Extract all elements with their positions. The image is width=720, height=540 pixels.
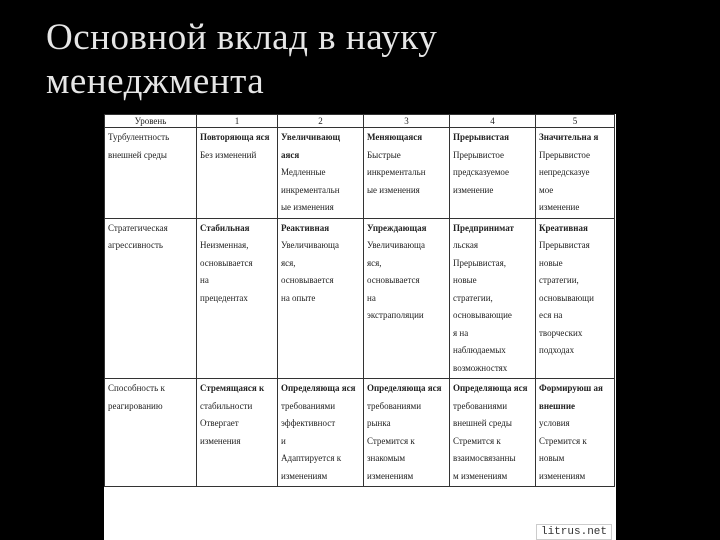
level-cell [278,218,364,379]
level-heading: Определяюща яся [453,383,528,393]
header-cell: 3 [364,115,450,128]
row-label-line: Стратегическая [108,222,168,233]
level-heading: Увеличивающ аяся [281,132,341,160]
cell-text-line: основывающи [539,292,594,303]
cell-text-line: инкрементальн [281,184,340,195]
slide-title-line2: менеджмента [46,61,265,102]
cell-text-line: знакомым [367,453,406,463]
cell-text-line: Увеличивающа [281,240,339,250]
header-cell: 2 [278,115,364,128]
level-heading: Креативная [539,222,588,233]
row-label-line: Способность к [108,383,165,393]
cell-text-line: изменения [200,435,241,446]
row-label-cell [105,128,197,219]
cell-text-line: Адаптируется к [281,453,342,463]
slide-title [46,16,437,104]
cell-text-line: ые изменения [281,202,334,212]
cell-text-line: взаимосвязанны [453,453,516,463]
level-cell [197,218,278,379]
cell-text-line: Медленные [281,167,326,177]
cell-text-line: стабильности [200,400,253,411]
cell-text-line: Неизменная, [200,240,249,250]
cell-text-line: Стремится к [367,435,415,446]
cell-text-line: возможностях [453,362,508,373]
cell-text-line: яся, [281,257,296,268]
cell-text-line: основывается [367,275,420,285]
cell-text-line: требованиями [367,400,422,411]
cell-text-line: Увеличивающа [367,240,425,250]
cell-text-line: на опыте [281,292,316,303]
cell-text-line: еся на [539,310,563,320]
cell-text-line: прецедентах [200,292,248,303]
cell-text-line: стратегии, [539,275,579,285]
cell-text-line: творческих [539,327,583,338]
cell-text-line: требованиями [453,400,508,411]
cell-text-line: требованиями [281,400,336,411]
level-cell [450,379,536,487]
header-cell: Уровень [105,115,197,128]
cell-text-line: мое [539,184,554,195]
cell-text-line: основывается [200,257,253,268]
cell-text-line: изменениям [367,470,414,481]
cell-text-line: на [367,292,376,303]
level-cell [364,379,450,487]
document-scan [104,114,616,540]
table-row [105,218,615,379]
table-row [105,128,615,219]
cell-text-line: Прерывистое [539,149,591,160]
cell-text-line: Стремится к [539,435,587,446]
cell-text-line: и [281,435,286,446]
level-cell [536,128,615,219]
level-heading: Стремящаяся к [200,383,265,393]
level-cell [278,128,364,219]
level-cell [197,128,278,219]
level-cell [364,218,450,379]
cell-text-line: рынка [367,418,391,428]
level-heading: Прерывистая [453,132,509,142]
level-cell [536,379,615,487]
cell-text-line: Отвергает [200,418,239,428]
level-cell [364,128,450,219]
cell-text-line: изменениям [281,470,328,481]
cell-text-line: м изменениям [453,470,508,481]
cell-text-line: Прерывистое [453,149,505,160]
cell-text-line: предсказуемое [453,167,510,177]
row-label-cell [105,218,197,379]
header-cell: 4 [450,115,536,128]
level-heading: Определяюща яся [367,383,442,393]
cell-text-line: наблюдаемых [453,345,506,355]
cell-text-line: условия [539,418,570,428]
cell-text-line: я на [453,327,469,338]
level-heading: Реактивная [281,222,330,233]
slide-title-line1: Основной вклад в науку [46,17,438,58]
level-cell [450,218,536,379]
cell-text-line: ые изменения [367,184,420,195]
cell-text-line: новые [539,257,563,268]
cell-text-line: эффективност [281,418,336,428]
cell-text-line: внешней среды [453,418,512,428]
cell-text-line: изменение [539,202,580,212]
cell-text-line: Без изменений [200,149,257,160]
table-header-row [105,115,615,128]
cell-text-line: новым [539,453,565,463]
cell-text-line: льская [453,240,478,250]
level-heading: Предпринимат [453,222,514,233]
cell-text-line: Прерывистая [539,240,590,250]
cell-text-line: инкрементальн [367,167,426,177]
row-label-line: агрессивность [108,240,164,250]
table-row [105,379,615,487]
level-cell [197,379,278,487]
level-heading: Формируюш ая внешние [539,383,603,411]
cell-text-line: основывается [281,275,334,285]
level-heading: Определяюща яся [281,383,356,393]
cell-text-line: Стремится к [453,435,501,446]
level-heading: Упреждающая [367,222,427,233]
level-cell [536,218,615,379]
cell-text-line: основывающие [453,310,512,320]
header-cell: 5 [536,115,615,128]
row-label-cell [105,379,197,487]
row-label-line: внешней среды [108,149,167,160]
cell-text-line: яся, [367,257,382,268]
header-cell: 1 [197,115,278,128]
cell-text-line: новые [453,275,477,285]
level-heading: Значительна я [539,132,599,142]
cell-text-line: подходах [539,345,575,355]
cell-text-line: изменениям [539,470,586,481]
level-heading: Стабильная [200,222,250,233]
cell-text-line: стратегии, [453,292,493,303]
level-heading: Повторяюща яся [200,132,270,142]
cell-text-line: Быстрые [367,149,401,160]
level-cell [278,379,364,487]
watermark: litrus.net [536,524,612,540]
level-cell [450,128,536,219]
row-label-line: Турбулентность [108,132,170,142]
level-heading: Меняющаяся [367,132,423,142]
cell-text-line: непредсказуе [539,167,590,177]
cell-text-line: Прерывистая, [453,257,507,268]
cell-text-line: изменение [453,184,494,195]
levels-table [104,114,615,487]
cell-text-line: экстраполяции [367,310,424,320]
cell-text-line: на [200,275,209,285]
row-label-line: реагированию [108,400,163,411]
